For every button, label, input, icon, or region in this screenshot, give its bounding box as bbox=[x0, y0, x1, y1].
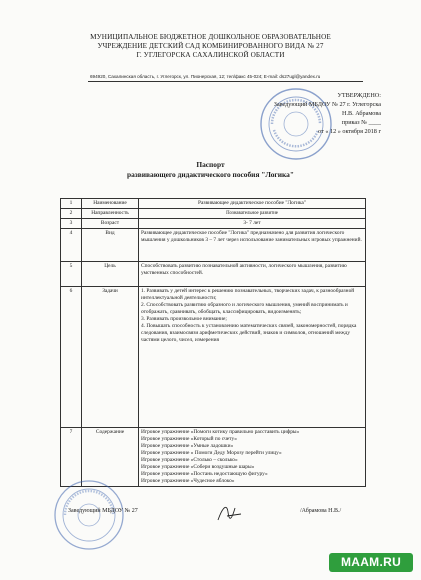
row-number: 7 bbox=[61, 428, 82, 487]
approval-label: УТВЕРЖДЕНО: bbox=[337, 92, 381, 99]
content-item: Игровое упражнение «Постань недостающую фигуру» bbox=[141, 471, 268, 477]
content-item: Игровое упражнение «Который по счету» bbox=[141, 436, 237, 442]
org-name-line3: Г. УГЛЕГОРСКА САХАЛИНСКОЙ ОБЛАСТИ bbox=[136, 51, 285, 59]
row-value: Развивающее дидактическое пособие "Логика" bbox=[139, 199, 366, 209]
content-item: Игровое упражнение «Столько – сколько» bbox=[141, 457, 238, 463]
table-row bbox=[61, 287, 366, 428]
row-label: Направленность bbox=[82, 209, 139, 219]
row-value: 3- 7 лет bbox=[139, 219, 366, 229]
passport-table bbox=[60, 198, 366, 487]
row-number: 5 bbox=[61, 262, 82, 287]
row-number: 1 bbox=[61, 199, 82, 209]
table-row bbox=[61, 229, 366, 262]
task-item: 2. Способствовать развитию образного и логического мышления, умений воспринимать и отображать, сравнивать, обобщать, классифицировать, видоизменять; bbox=[141, 302, 348, 315]
table-row bbox=[61, 219, 366, 229]
org-name-line1: МУНИЦИПАЛЬНОЕ БЮДЖЕТНОЕ ДОШКОЛЬНОЕ ОБРАЗОВАТЕЛЬНОЕ bbox=[90, 33, 331, 41]
row-label: Наименование bbox=[82, 199, 139, 209]
row-value: Познавательное развитие bbox=[139, 209, 366, 219]
round-stamp-icon bbox=[258, 86, 334, 162]
row-number: 6 bbox=[61, 287, 82, 428]
maam-logo: MAAM.RU bbox=[329, 553, 413, 572]
content-item: Игровое упражнение «Умные ладошки» bbox=[141, 443, 234, 449]
row-value bbox=[139, 428, 366, 487]
footer-name: /Абрамова Н.В./ bbox=[300, 508, 342, 514]
approval-name: Н.В. Абрамова bbox=[342, 110, 381, 117]
task-item: 1. Развивать у детей интерес к решению познавательных, творческих задач, к разнообразной интеллектуальной деятельности; bbox=[141, 288, 355, 301]
table-row bbox=[61, 262, 366, 287]
row-number: 4 bbox=[61, 229, 82, 262]
passport-title: Паспорт bbox=[196, 160, 225, 169]
row-number: 3 bbox=[61, 219, 82, 229]
row-label: Задачи bbox=[82, 287, 139, 428]
org-name-line2: УЧРЕЖДЕНИЕ ДЕТСКИЙ САД КОМБИНИРОВАННОГО ВИДА № 27 bbox=[97, 42, 324, 50]
approval-date: от « 12 » октября 2018 г bbox=[318, 128, 381, 135]
org-address: 694920, Сахалинская область, г. Углегорск, ул. Пионерская, 12; тел/факс 45-024; E-mail: ds27ugl@yandex.ru bbox=[90, 74, 321, 79]
row-label: Возраст bbox=[82, 219, 139, 229]
content-item: Игровое упражнение «Собери воздушные шары» bbox=[141, 464, 255, 470]
content-item: Игровое упражнение «Помоги котику правильно расставить цифры» bbox=[141, 429, 300, 435]
row-value bbox=[139, 287, 366, 428]
approval-order: приказ № ____ bbox=[341, 119, 381, 126]
passport-subtitle: развивающего дидактического пособия "Логика" bbox=[127, 170, 294, 179]
task-item: 3. Развивать произвольное внимание; bbox=[141, 316, 227, 322]
row-value: Способствовать развитию познавательной активности, логического мышления, развитию умственных способностей. bbox=[139, 262, 366, 287]
signature-icon bbox=[215, 500, 245, 526]
row-number: 2 bbox=[61, 209, 82, 219]
content-item: Игровое упражнение « Помоги Деду Морозу перейти улицу» bbox=[141, 450, 282, 456]
row-label: Содержание bbox=[82, 428, 139, 487]
row-label: Цель bbox=[82, 262, 139, 287]
header-divider bbox=[88, 81, 363, 82]
approval-position: Заведующий МБДОУ № 27 г. Углегорска bbox=[273, 101, 381, 108]
row-value: Развивающее дидактическое пособие "Логика" предназначено для развития логического мышления у дошкольников 3 – 7 лет через использование занимательных игровых упражнений. bbox=[139, 229, 366, 262]
round-stamp-icon bbox=[52, 478, 126, 552]
footer-position: Заведующий МБДОУ № 27 bbox=[68, 508, 138, 514]
table-row bbox=[61, 199, 366, 209]
row-label: Вид bbox=[82, 229, 139, 262]
task-item: 4. Повышать способность к установлению математических связей, закономерностей, порядка следования, взаимосвязи арифметических действий, знаков и символов, отношений между частями целого, чисел, измерения bbox=[141, 323, 357, 343]
content-item: Игровое упражнение «Чудесное яблоко» bbox=[141, 478, 235, 484]
table-row bbox=[61, 209, 366, 219]
